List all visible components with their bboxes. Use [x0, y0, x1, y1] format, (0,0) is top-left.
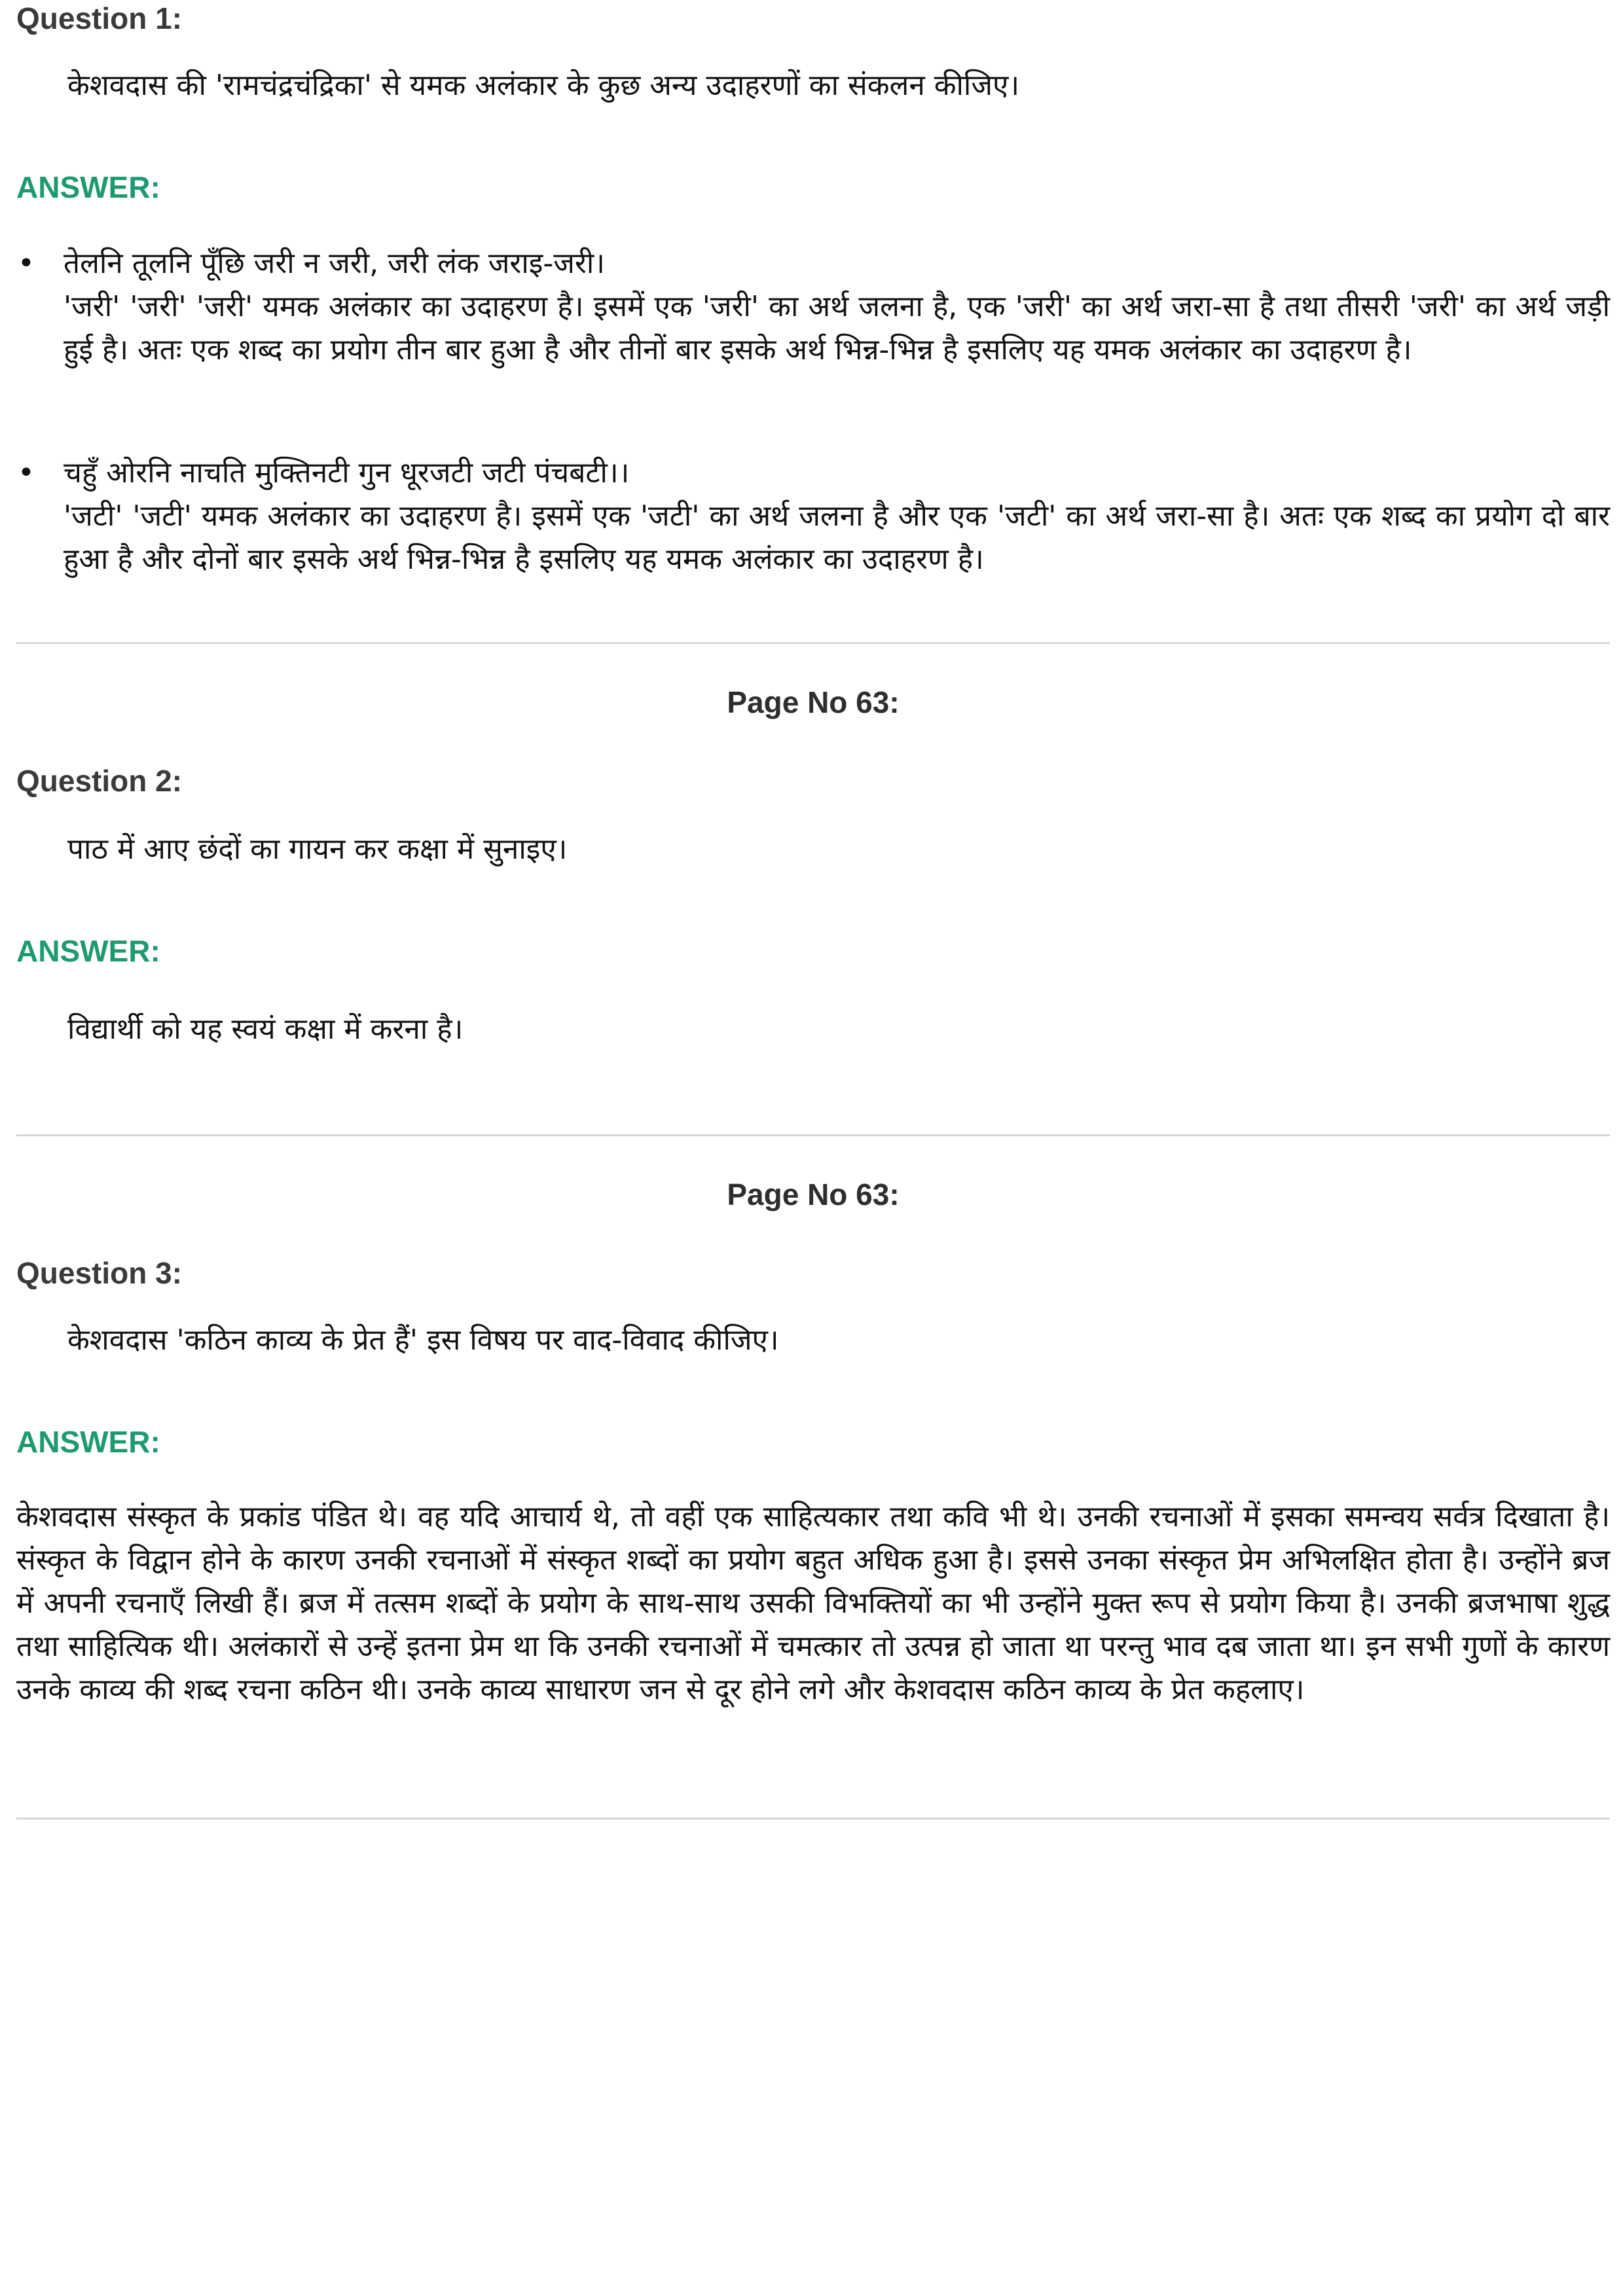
answer-2-text: विद्यार्थी को यह स्वयं कक्षा में करना है।: [67, 1013, 464, 1046]
section-divider: [16, 1134, 1610, 1136]
answer-2-label: ANSWER:: [16, 934, 160, 968]
bullet-body: [64, 242, 1610, 372]
bullet-body: [64, 452, 1610, 581]
answer-3-text: केशवदास संस्कृत के प्रकांड पंडित थे। वह यदि आचार्य थे, तो वहीं एक साहित्यकार तथा कवि भी थे। उनकी रचनाओं में इसका समन्वय सर्वत्र दिखाता है। संस्कृत के विद्वान होने के कारण उनकी रचनाओं में संस्कृत शब्दों का प्रयोग बहुत अधिक हुआ है। इससे उनका संस्कृत प्रेम अभिलक्षित होता है। उन्होंने ब्रज में अपनी रचनाएँ लिखी हैं। ब्रज में तत्सम शब्दों के प्रयोग के साथ-साथ उसकी विभक्तियों का भी उन्होंने मुक्त रूप से प्रयोग किया है। उनकी ब्रजभाषा शुद्ध तथा साहित्यिक थी। अलंकारों से उन्हें इतना प्रेम था कि उनकी रचनाओं में चमत्कार तो उत्पन्न हो जाता था परन्तु भाव दब जाता था। इन सभी गुणों के कारण उनके काव्य की शब्द रचना कठिन थी। उनके काव्य साधारण जन से दूर होने लगे और केशवदास कठिन काव्य के प्रेत कहलाए।: [16, 1500, 1610, 1706]
bullet-verse: चहुँ ओरनि नाचति मुक्तिनटी गुन धूरजटी जटी पंचबटी।।: [64, 456, 630, 490]
bullet-dot: •: [18, 456, 35, 490]
page-number-label: Page No 63:: [727, 1177, 900, 1211]
answer-3-label: ANSWER:: [16, 1425, 160, 1459]
question-1-heading: Question 1:: [16, 1, 183, 35]
question-2-text: पाठ में आए छंदों का गायन कर कक्षा में सुनाइए।: [67, 833, 568, 866]
answer-1-label: ANSWER:: [16, 170, 160, 204]
section-divider: [16, 642, 1610, 644]
question-3-text: केशवदास 'कठिन काव्य के प्रेत हैं' इस विषय पर वाद-विवाद कीजिए।: [67, 1323, 779, 1357]
bullet-explanation: 'जरी' 'जरी' 'जरी' यमक अलंकार का उदाहरण है। इसमें एक 'जरी' का अर्थ जलना है, एक 'जरी' का अर्थ जरा-सा है तथा तीसरी 'जरी' का अर्थ जड़ी हुई है। अतः एक शब्द का प्रयोग तीन बार हुआ है और तीनों बार इसके अर्थ भिन्न-भिन्न है इसलिए यह यमक अलंकार का उदाहरण है।: [64, 290, 1610, 367]
section-divider: [16, 1818, 1610, 1820]
bullet-dot: •: [18, 247, 35, 280]
question-1-text: केशवदास की 'रामचंद्रचंद्रिका' से यमक अलंकार के कुछ अन्य उदाहरणों का संकलन कीजिए।: [67, 69, 1019, 102]
page-number-label: Page No 63:: [727, 685, 900, 719]
question-3-heading: Question 3:: [16, 1256, 183, 1290]
bullet-verse: तेलनि तूलनि पूँछि जरी न जरी, जरी लंक जराइ-जरी।: [64, 247, 605, 280]
question-2-heading: Question 2:: [16, 764, 183, 798]
bullet-explanation: 'जटी' 'जटी' यमक अलंकार का उदाहरण है। इसमें एक 'जटी' का अर्थ जलना है और एक 'जटी' का अर्थ जरा-सा है। अतः एक शब्द का प्रयोग दो बार हुआ है और दोनों बार इसके अर्थ भिन्न-भिन्न है इसलिए यह यमक अलंकार का उदाहरण है।: [64, 499, 1610, 576]
